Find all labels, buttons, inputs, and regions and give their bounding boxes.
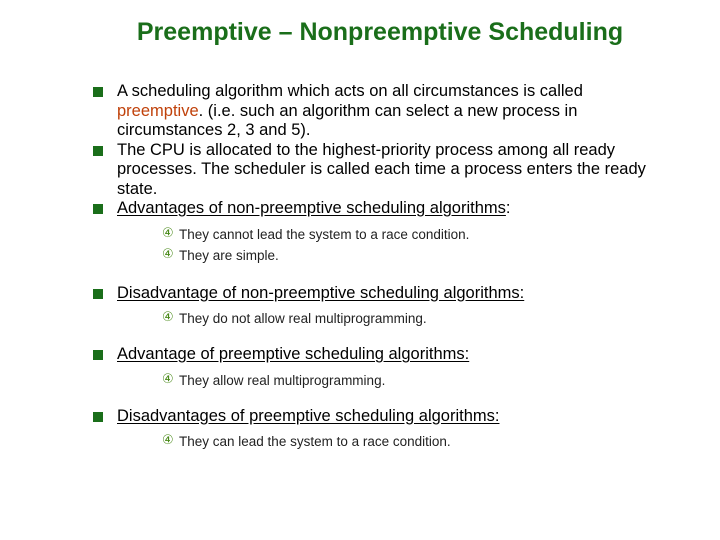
bullet-item xyxy=(90,284,650,304)
bullet-text: The CPU is allocated to the highest-priority process among all ready processes. The scheduler is called each time a process enters the ready state. xyxy=(117,140,646,198)
bullet-heading: Disadvantages of preemptive scheduling algorithms: xyxy=(117,406,500,425)
slide-title: Preemptive – Nonpreemptive Scheduling xyxy=(136,18,624,46)
square-bullet-icon xyxy=(93,87,103,97)
bullet-list xyxy=(90,82,650,452)
bullet-item xyxy=(90,141,650,200)
square-bullet-icon xyxy=(93,204,103,214)
highlighted-term: preemptive xyxy=(117,101,199,120)
square-bullet-icon xyxy=(93,289,103,299)
sub-bullet-item xyxy=(90,370,650,391)
square-bullet-icon xyxy=(93,412,103,422)
bullet-suffix: : xyxy=(505,199,511,217)
numbered-box-bullet-icon: ④ xyxy=(162,310,174,325)
sub-bullet-item xyxy=(90,224,650,245)
sub-bullet-item xyxy=(90,431,650,452)
square-bullet-icon xyxy=(93,350,103,360)
numbered-box-bullet-icon: ④ xyxy=(162,371,174,387)
sub-bullet-item xyxy=(90,308,650,329)
sub-bullet-text: They can lead the system to a race condition. xyxy=(179,434,451,449)
bullet-heading: Disadvantage of non-preemptive scheduling algorithms: xyxy=(117,283,525,302)
bullet-text: A scheduling algorithm which acts on all circumstances is called xyxy=(117,82,583,100)
bullet-item xyxy=(90,345,650,365)
sub-bullet-text: They are simple. xyxy=(179,247,279,263)
bullet-item xyxy=(90,82,650,141)
numbered-box-bullet-icon: ④ xyxy=(162,246,174,262)
bullet-item xyxy=(90,407,650,427)
numbered-box-bullet-icon: ④ xyxy=(162,433,174,448)
sub-bullet-text: They allow real multiprogramming. xyxy=(179,372,386,388)
sub-bullet-text: They cannot lead the system to a race condition. xyxy=(179,226,470,242)
square-bullet-icon xyxy=(93,146,103,156)
bullet-heading: Advantages of non-preemptive scheduling algorithms xyxy=(117,199,506,217)
bullet-heading: Advantage of preemptive scheduling algorithms: xyxy=(117,345,470,363)
bullet-item xyxy=(90,199,650,219)
sub-bullet-text: They do not allow real multiprogramming. xyxy=(179,311,427,326)
bullet-text: . (i.e. such an algorithm can select a new process in circumstances 2, 3 and 5). xyxy=(117,101,578,139)
sub-bullet-item xyxy=(90,245,650,266)
numbered-box-bullet-icon: ④ xyxy=(162,225,174,241)
